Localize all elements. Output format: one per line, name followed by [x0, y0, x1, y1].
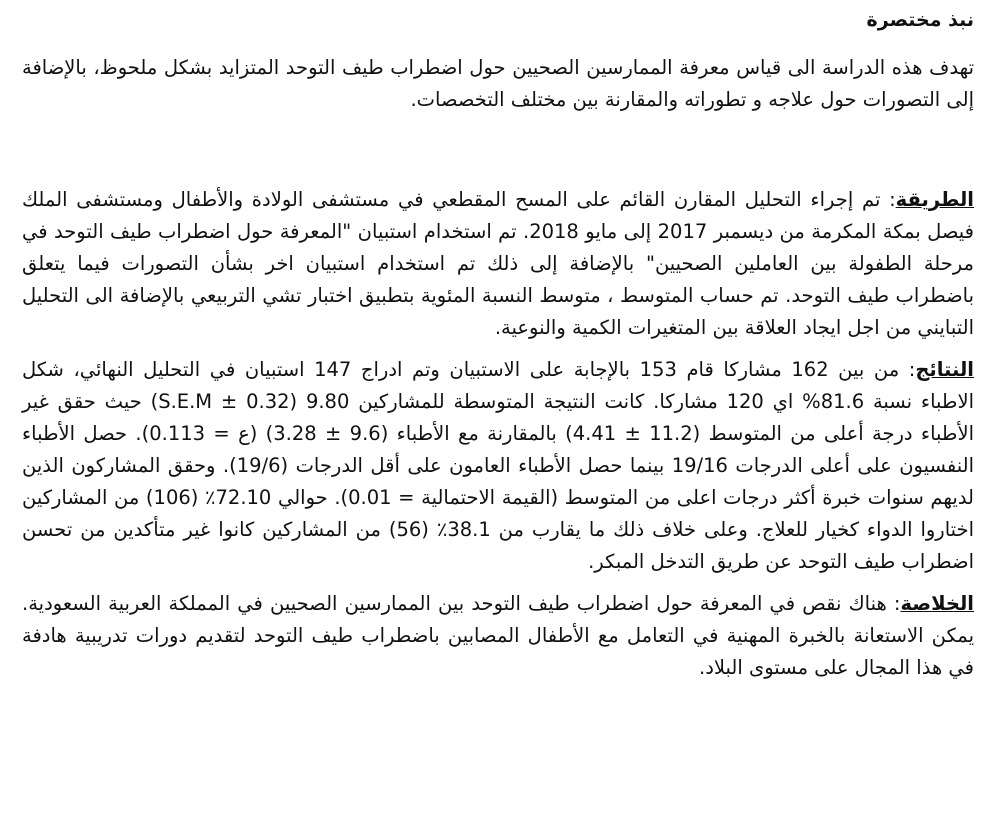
abstract-title: نبذ مختصرة: [866, 9, 974, 31]
conclusion-text: : هناك نقص في المعرفة حول اضطراب طيف التوحد بين الممارسين الصحيين في المملكة العربية السعودية. يمكن الاستعانة بالخبرة المهنية في التعامل مع الأطفال المصابين باضطراب طيف التوحد لتقديم دورات تدريبية هادفة في هذا المجال على مستوى البلاد.: [22, 592, 974, 679]
method-paragraph: [22, 184, 974, 344]
results-paragraph: [22, 354, 974, 578]
conclusion-label: الخلاصة: [900, 592, 974, 615]
conclusion-paragraph: [22, 588, 974, 684]
results-text: : من بين 162 مشاركا قام 153 بالإجابة على الاستبيان وتم ادراج 147 استبيان في التحليل النهائي، شكل الاطباء نسبة 81.6% اي 120 مشاركا. كانت النتيجة المتوسطة للمشاركين 9.80 (S.E.M ± 0.32) حيث حقق غير الأطباء درجة أعلى من المتوسط (11.2 ± 4.41) بالمقارنة مع الأطباء (9.6 ± 3.28) (ع = 0.113). حصل الأطباء النفسيون على أعلى الدرجات 19/16 بينما حصل الأطباء العامون على أقل الدرجات (19/6). وحقق المشاركون الذين لديهم سنوات خبرة أكثر درجات اعلى من المتوسط (القيمة الاحتمالية = 0.01). حوالي 72.10٪ (106) من المشاركين اختاروا الدواء كخيار للعلاج. وعلى خلاف ذلك ما يقارب من 38.1٪ (56) من المشاركين كانوا غير متأكدين من تحسن اضطراب طيف التوحد عن طريق التدخل المبكر.: [22, 358, 974, 573]
method-text: : تم إجراء التحليل المقارن القائم على المسح المقطعي في مستشفى الولادة والأطفال ومستشفى الملك فيصل بمكة المكرمة من ديسمبر 2017 إلى مايو 2018. تم استخدام استبيان "المعرفة حول اضطراب طيف التوحد في مرحلة الطفولة بين العاملين الصحيين" بالإضافة إلى ذلك تم استخدام استبيان اخر بشأن التصورات فيما يتعلق باضطراب طيف التوحد. تم حساب المتوسط ، متوسط النسبة المئوية بتطبيق اختبار تشي التربيعي بالإضافة الى التحليل التبايني من اجل ايجاد العلاقة بين المتغيرات الكمية والنوعية.: [22, 188, 974, 339]
method-label: الطريقة: [895, 188, 974, 211]
abstract-page: [22, 0, 974, 832]
results-label: النتائج: [915, 358, 974, 381]
intro-paragraph: تهدف هذه الدراسة الى قياس معرفة الممارسين الصحيين حول اضطراب طيف التوحد المتزايد بشكل ملحوظ، بالإضافة إلى التصورات حول علاجه و تطوراته والمقارنة بين مختلف التخصصات.: [22, 56, 974, 111]
